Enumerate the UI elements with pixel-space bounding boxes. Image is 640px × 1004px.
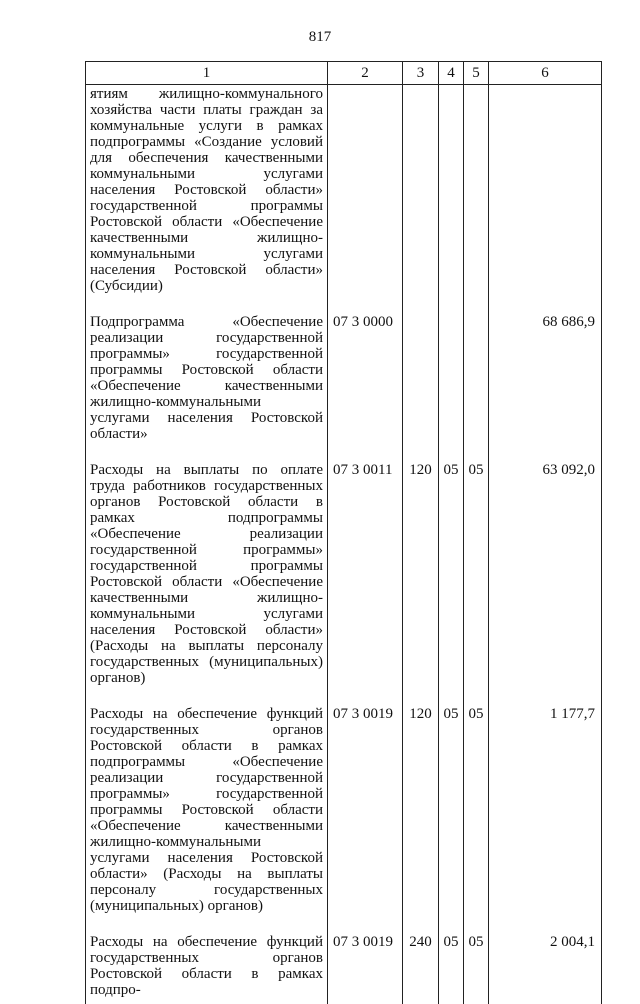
row-amount: 2 004,1: [489, 920, 602, 1004]
header-col-1: 1: [86, 62, 328, 85]
row-target-code: 07 3 0019: [328, 692, 403, 920]
table-row: [86, 448, 602, 692]
row-amount: [489, 85, 602, 301]
row-expense-type: 120: [403, 692, 439, 920]
header-col-4: 4: [439, 62, 464, 85]
table-row: [86, 692, 602, 920]
row-expense-type: 120: [403, 448, 439, 692]
header-col-3: 3: [403, 62, 439, 85]
row-subsection: [464, 85, 489, 301]
row-expense-type: [403, 300, 439, 448]
row-description: Расходы на обеспечение функций государственных органов Ростовской области в рамках подпро-: [86, 920, 328, 1004]
row-subsection: 05: [464, 692, 489, 920]
row-section: [439, 85, 464, 301]
header-col-6: 6: [489, 62, 602, 85]
row-target-code: 07 3 0000: [328, 300, 403, 448]
row-description: Подпрограмма «Обеспечение реализации государственной программы» государственной программы Ростовской области «Обеспечение качественными жилищно-коммунальными услугами населения Ростовской области»: [86, 300, 328, 448]
row-description: Расходы на выплаты по оплате труда работников государственных органов Ростовской области в рамках подпрограммы «Обеспечение реализации государственной программы» государственной программы Ростовской области «Обеспечение качественными жилищно-коммунальными услугами населения Ростовской области» (Расходы на выплаты персоналу государственных (муниципальных) органов): [86, 448, 328, 692]
table-header: [86, 62, 602, 85]
page-number: 817: [0, 28, 640, 46]
table-body: [86, 85, 602, 1004]
row-section: [439, 300, 464, 448]
row-amount: 1 177,7: [489, 692, 602, 920]
header-row: [86, 62, 602, 85]
table-row: [86, 300, 602, 448]
header-col-2: 2: [328, 62, 403, 85]
row-amount: 68 686,9: [489, 300, 602, 448]
row-subsection: 05: [464, 920, 489, 1004]
row-section: 05: [439, 920, 464, 1004]
row-description: ятиям жилищно-коммунального хозяйства части платы граждан за коммунальные услуги в рамках подпрограммы «Создание условий для обеспечения качественными коммунальными услугами населения Ростовской области» государственной программы Ростовской области «Обеспечение качественными жилищно-коммунальными услугами населения Ростовской области» (Субсидии): [86, 85, 328, 301]
row-expense-type: [403, 85, 439, 301]
row-amount: 63 092,0: [489, 448, 602, 692]
row-section: 05: [439, 448, 464, 692]
budget-table: [85, 61, 602, 1004]
row-target-code: 07 3 0011: [328, 448, 403, 692]
row-subsection: 05: [464, 448, 489, 692]
row-target-code: [328, 85, 403, 301]
row-target-code: 07 3 0019: [328, 920, 403, 1004]
row-description: Расходы на обеспечение функций государственных органов Ростовской области в рамках подпрограммы «Обеспечение реализации государственной программы» государственной программы Ростовской области «Обеспечение качественными жилищно-коммунальными услугами населения Ростовской области» (Расходы на выплаты персоналу государственных (муниципальных) органов): [86, 692, 328, 920]
row-expense-type: 240: [403, 920, 439, 1004]
row-subsection: [464, 300, 489, 448]
row-section: 05: [439, 692, 464, 920]
table-row: [86, 85, 602, 301]
table-row: [86, 920, 602, 1004]
header-col-5: 5: [464, 62, 489, 85]
